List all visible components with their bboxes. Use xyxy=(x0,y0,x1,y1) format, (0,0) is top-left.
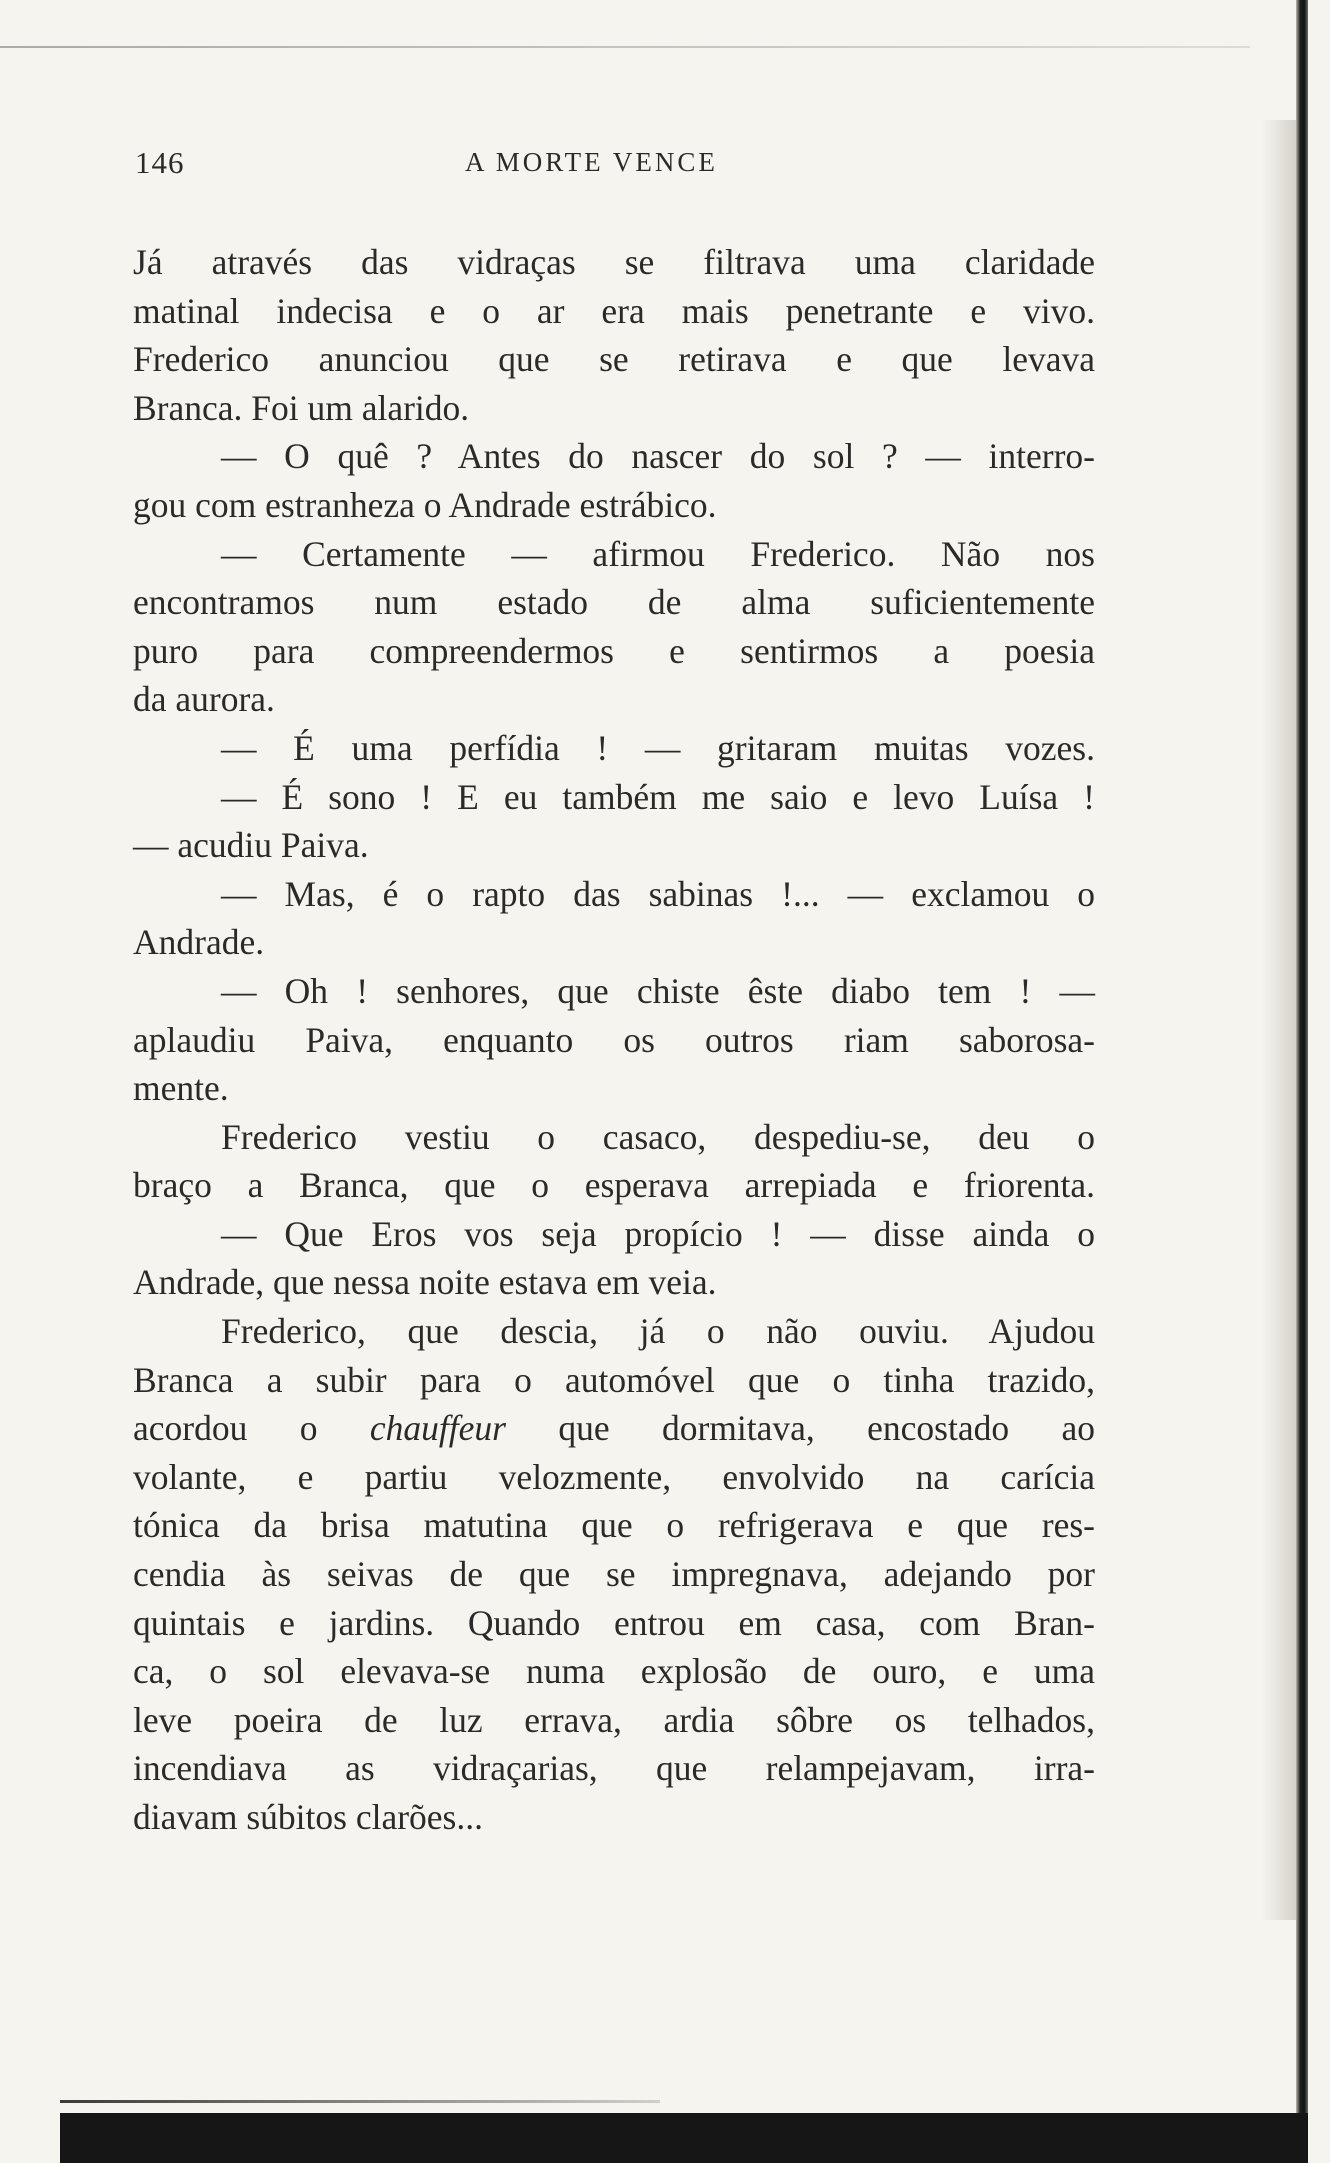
scan-bottom-edge xyxy=(60,2113,1308,2163)
text-line: quintais e jardins. Quando entrou em casa, com Bran- xyxy=(133,1602,1095,1643)
text-line xyxy=(133,1404,1095,1453)
text-line: leve poeira de luz errava, ardia sôbre os telhados, xyxy=(133,1699,1095,1740)
text-line: volante, e partiu velozmente, envolvido na carícia xyxy=(133,1456,1095,1497)
text-line: mente. xyxy=(133,1068,229,1109)
text-line: gou com estranheza o Andrade estrábico. xyxy=(133,484,717,525)
text-line: — Oh ! senhores, que chiste êste diabo tem ! — xyxy=(221,970,1095,1011)
text-line: aplaudiu Paiva, enquanto os outros riam saborosa- xyxy=(133,1019,1095,1060)
page-number: 146 xyxy=(135,145,185,180)
text-line: — Que Eros vos seja propício ! — disse ainda o xyxy=(221,1213,1095,1254)
text-line: encontramos num estado de alma suficientemente xyxy=(133,582,1095,623)
text-line: — É sono ! E eu também me saio e levo Luísa ! xyxy=(221,776,1095,817)
scan-top-rule xyxy=(0,46,1250,48)
text-fragment: que dormitava, encostado ao xyxy=(558,1408,1096,1449)
text-line: Andrade. xyxy=(133,922,265,963)
italic-word: chauffeur xyxy=(369,1408,506,1449)
page-header xyxy=(135,145,1095,185)
text-line: ca, o sol elevava-se numa explosão de ouro, e uma xyxy=(133,1651,1095,1692)
text-line: — O quê ? Antes do nascer do sol ? — interro- xyxy=(221,436,1095,477)
text-line: Branca a subir para o automóvel que o tinha trazido, xyxy=(133,1359,1095,1400)
text-line: Branca. Foi um alarido. xyxy=(133,387,470,428)
text-line: braço a Branca, que o esperava arrepiada e friorenta. xyxy=(133,1165,1095,1206)
scan-right-edge xyxy=(1296,0,1308,2163)
text-line: — Mas, é o rapto das sabinas !... — exclamou o xyxy=(221,873,1095,914)
text-fragment: acordou o xyxy=(133,1408,318,1449)
running-title: A MORTE VENCE xyxy=(465,147,718,177)
text-line: puro para compreendermos e sentirmos a poesia xyxy=(133,630,1095,671)
text-line: Andrade, que nessa noite estava em veia. xyxy=(133,1262,717,1303)
text-line: Frederico anunciou que se retirava e que levava xyxy=(133,339,1095,380)
text-line: Já através das vidraças se filtrava uma claridade xyxy=(133,242,1095,282)
text-line: Frederico, que descia, já o não ouviu. Ajudou xyxy=(221,1311,1095,1352)
text-line: matinal indecisa e o ar era mais penetrante e vivo. xyxy=(133,290,1095,331)
text-line: — É uma perfídia ! — gritaram muitas vozes. xyxy=(221,727,1095,768)
text-line: da aurora. xyxy=(133,679,275,720)
scan-bottom-rule xyxy=(60,2100,660,2103)
body-text xyxy=(133,238,1095,1842)
text-line: tónica da brisa matutina que o refrigerava e que res- xyxy=(133,1505,1095,1546)
text-line: — acudiu Paiva. xyxy=(133,825,369,866)
text-line: cendia às seivas de que se impregnava, adejando por xyxy=(133,1554,1095,1595)
page-gutter-shadow xyxy=(1262,120,1296,1920)
text-line: Frederico vestiu o casaco, despediu-se, deu o xyxy=(221,1116,1095,1157)
text-line: incendiava as vidraçarias, que relampejavam, irra- xyxy=(133,1748,1095,1789)
text-line: — Certamente — afirmou Frederico. Não nos xyxy=(221,533,1095,574)
text-line: diavam súbitos clarões... xyxy=(133,1797,483,1837)
